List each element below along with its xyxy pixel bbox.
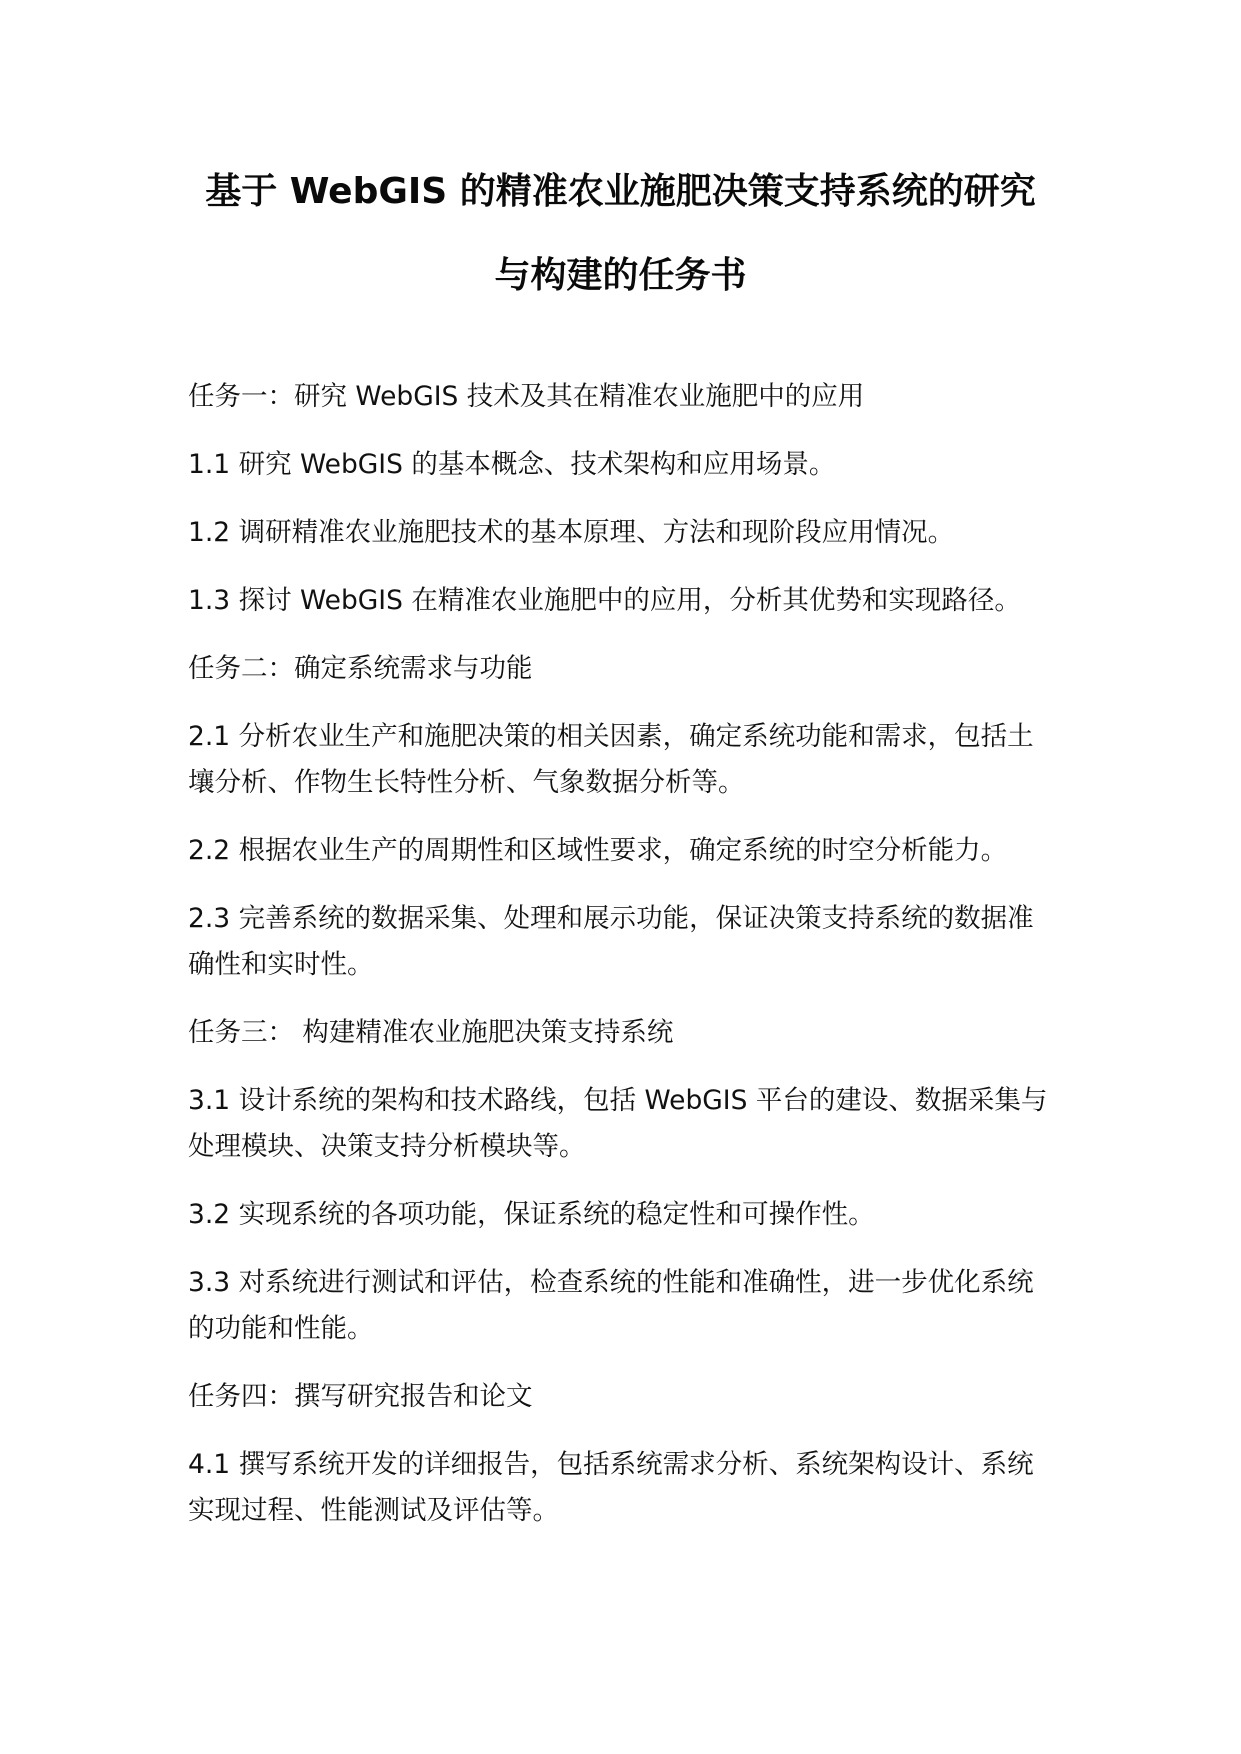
item-1-3: 1.3 探讨 WebGIS 在精准农业施肥中的应用，分析其优势和实现路径。 [188,585,1021,616]
task-2-heading: 任务二：确定系统需求与功能 [188,653,533,684]
item-3-1: 3.1 设计系统的架构和技术路线，包括 WebGIS 平台的建设、数据采集与处理模块、决策支持分析模块等。 [188,1085,1048,1162]
item-1-1: 1.1 研究 WebGIS 的基本概念、技术架构和应用场景。 [188,449,836,480]
item-3-2: 3.2 实现系统的各项功能，保证系统的稳定性和可操作性。 [188,1199,875,1230]
item-2-3: 2.3 完善系统的数据采集、处理和展示功能，保证决策支持系统的数据准确性和实时性。 [188,903,1034,980]
item-2-2: 2.2 根据农业生产的周期性和区域性要求，确定系统的时空分析能力。 [188,835,1008,866]
item-1-2: 1.2 调研精准农业施肥技术的基本原理、方法和现阶段应用情况。 [188,517,955,548]
document-title [150,150,1091,318]
task-3-heading: 任务三： 构建精准农业施肥决策支持系统 [188,1017,674,1048]
item-2-1: 2.1 分析农业生产和施肥决策的相关因素，确定系统功能和需求，包括土壤分析、作物生长特性分析、气象数据分析等。 [188,721,1034,798]
title-line-2: 与构建的任务书 [494,255,747,296]
document-body [188,374,1053,1556]
title-line-1: 基于 WebGIS 的精准农业施肥决策支持系统的研究 [205,171,1036,212]
task-1-heading: 任务一：研究 WebGIS 技术及其在精准农业施肥中的应用 [188,381,865,412]
task-4-heading: 任务四：撰写研究报告和论文 [188,1381,533,1412]
item-3-3: 3.3 对系统进行测试和评估，检查系统的性能和准确性，进一步优化系统的功能和性能。 [188,1267,1034,1344]
item-4-1: 4.1 撰写系统开发的详细报告，包括系统需求分析、系统架构设计、系统实现过程、性能测试及评估等。 [188,1449,1034,1526]
